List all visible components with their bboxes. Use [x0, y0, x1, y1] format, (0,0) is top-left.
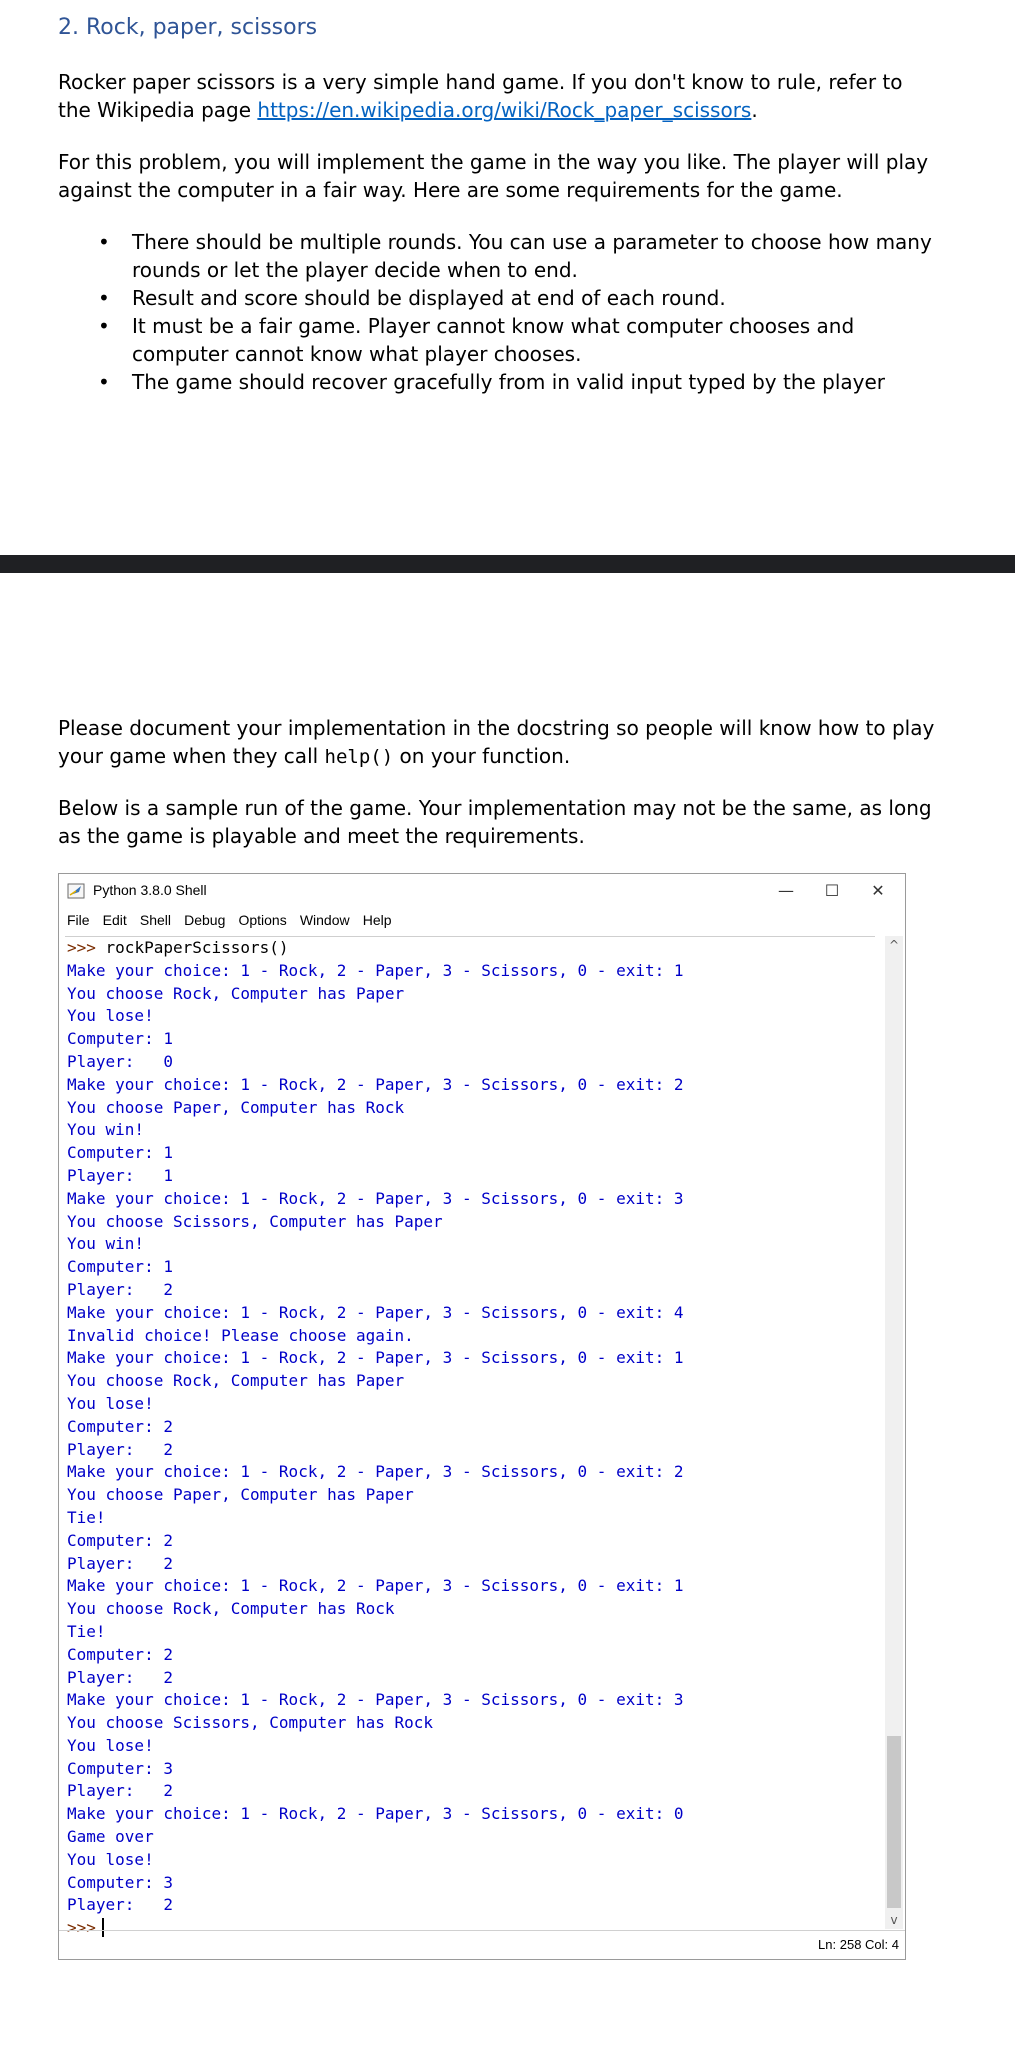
- list-item: • It must be a fair game. Player cannot know what computer chooses and computer cannot know what player chooses.: [98, 314, 855, 366]
- window-titlebar[interactable]: [59, 874, 905, 908]
- page-divider: [0, 555, 1015, 573]
- vertical-scrollbar[interactable]: [885, 936, 903, 1929]
- help-code: help(): [324, 746, 394, 768]
- menu-shell[interactable]: Shell: [139, 912, 172, 928]
- shell-prompt: >>>: [67, 938, 96, 957]
- shell-output: Make your choice: 1 - Rock, 2 - Paper, 3 - Scissors, 0 - exit: 1 You choose Rock, Computer has Paper You lose! Computer: 1 Player: 0 Make your choice: 1 - Rock, 2 - Paper, 3 - Scissors, 0 - exit: 2 You choose Paper, Computer has Rock You win! Computer: 1 Player: 1 Make your choice: 1 - Rock, 2 - Paper, 3 - Scissors, 0 - exit: 3 You choose Scissors, Computer has Paper You win! Computer: 1 Player: 2 Make your choice: 1 - Rock, 2 - Paper, 3 - Scissors, 0 - exit: 4 Invalid choice! Please choose again. Make your choice: 1 - Rock, 2 - Paper, 3 - Scissors, 0 - exit: 1 You choose Rock, Computer has Paper You lose! Computer: 2 Player: 2 Make your choice: 1 - Rock, 2 - Paper, 3 - Scissors, 0 - exit: 2 You choose Paper, Computer has Paper Tie! Computer: 2 Player: 2 Make your choice: 1 - Rock, 2 - Paper, 3 - Scissors, 0 - exit: 1 You choose Rock, Computer has Rock Tie! Computer: 2 Player: 2 Make your choice: 1 - Rock, 2 - Paper, 3 - Scissors, 0 - exit: 3 You choose Scissors, Computer has Rock You lose! Computer: 3 Player: 2 Make your choice: 1 - Rock, 2 - Paper, 3 - Scissors, 0 - exit: 0 Game over You lose! Computer: 3 Player: 2: [67, 960, 684, 1915]
- scrollbar-thumb[interactable]: [887, 1736, 901, 1908]
- intro-paragraph: [58, 68, 938, 124]
- status-bar: [59, 1930, 905, 1959]
- scroll-up-icon[interactable]: ^: [888, 938, 900, 952]
- maximize-button[interactable]: ☐: [824, 881, 840, 900]
- python-feather-icon: [67, 883, 85, 899]
- menu-options[interactable]: Options: [238, 912, 287, 928]
- line-column-status: Ln: 258 Col: 4: [818, 1937, 899, 1952]
- window-title: Python 3.8.0 Shell: [93, 882, 207, 898]
- list-item: • There should be multiple rounds. You can use a parameter to choose how many rounds or let the player decide when to end.: [98, 230, 932, 282]
- requirements-list: [58, 228, 938, 396]
- menu-help[interactable]: Help: [362, 912, 392, 928]
- bullet-icon: •: [98, 314, 110, 338]
- shell-command: rockPaperScissors(): [95, 938, 289, 957]
- menu-edit[interactable]: Edit: [102, 912, 127, 928]
- menu-file[interactable]: File: [67, 912, 90, 928]
- minimize-button[interactable]: —: [778, 881, 794, 900]
- scroll-down-icon[interactable]: v: [890, 1913, 898, 1927]
- bullet-icon: •: [98, 230, 110, 254]
- list-item: • Result and score should be displayed at end of each round.: [98, 286, 726, 310]
- bullet-icon: •: [98, 370, 110, 394]
- docstring-paragraph: Please document your implementation in the docstring so people will know how to play your game when they call help() on your function.: [58, 716, 935, 768]
- menu-bar: [59, 908, 905, 932]
- idle-shell-window: [58, 873, 906, 1960]
- shell-text-area[interactable]: [65, 936, 875, 1938]
- menu-debug[interactable]: Debug: [184, 912, 226, 928]
- list-item: • The game should recover gracefully from in valid input typed by the player: [98, 370, 886, 394]
- intro-end: .: [751, 98, 758, 122]
- bullet-icon: •: [98, 286, 110, 310]
- intro-text: Rocker paper scissors is a very simple hand game. If you don't know to rule, refer to the Wikipedia page: [58, 70, 903, 122]
- requirements-intro: For this problem, you will implement the game in the way you like. The player will play against the computer in a fair way. Here are some requirements for the game.: [58, 150, 929, 202]
- wikipedia-link[interactable]: https://en.wikipedia.org/wiki/Rock_paper_scissors: [257, 98, 752, 122]
- menu-window[interactable]: Window: [299, 912, 350, 928]
- shell-final-prompt: >>>: [67, 1918, 96, 1938]
- section-heading: 2. Rock, paper, scissors: [58, 15, 318, 40]
- close-button[interactable]: ✕: [871, 881, 885, 900]
- sample-run-paragraph: Below is a sample run of the game. Your implementation may not be the same, as long as the game is playable and meet the requirements.: [58, 796, 932, 848]
